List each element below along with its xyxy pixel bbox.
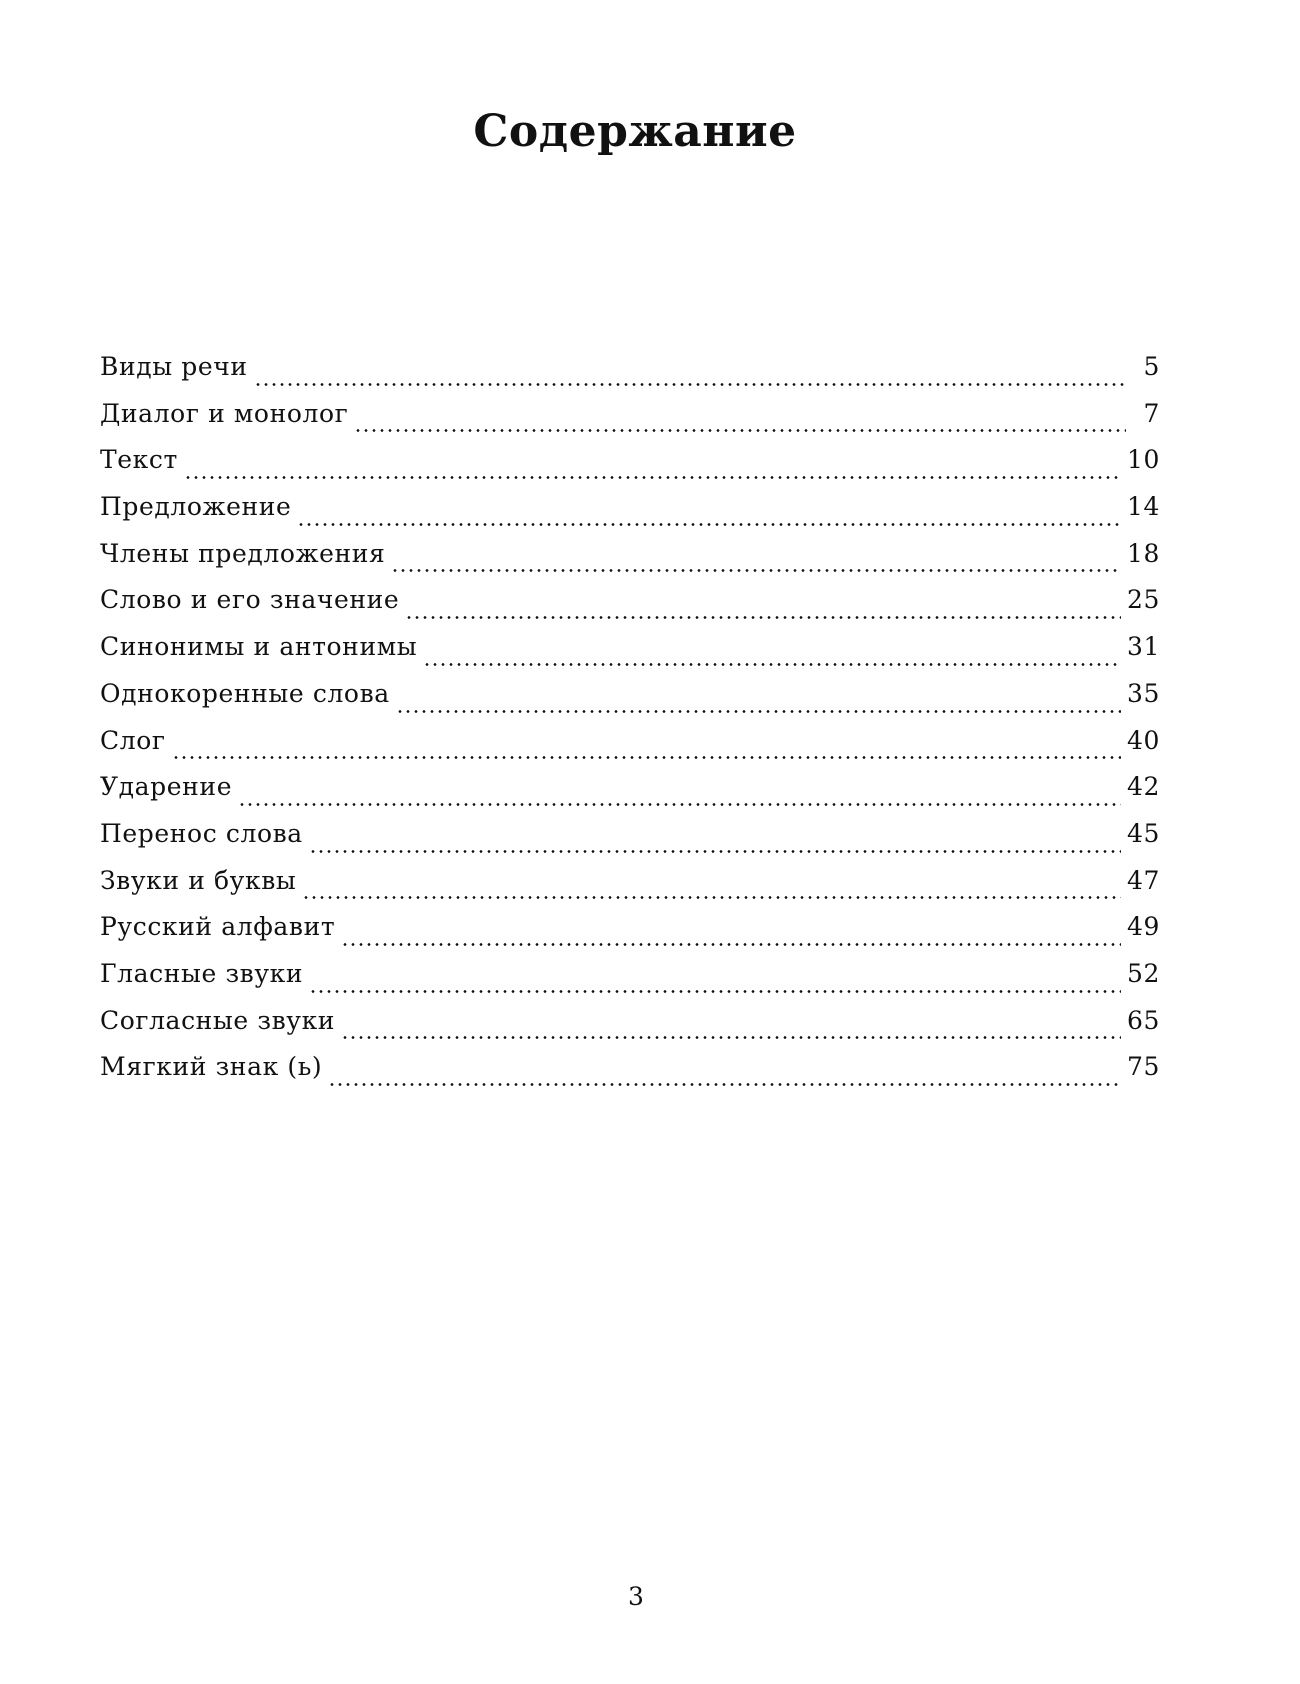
dot-leader (328, 1052, 1121, 1099)
toc-entry-title: Мягкий знак (ь) (100, 1052, 323, 1082)
toc-entry (100, 726, 1160, 773)
toc-entry (100, 445, 1160, 492)
toc-entry (100, 1006, 1160, 1053)
dot-leader (341, 1006, 1121, 1053)
dot-leader (238, 772, 1121, 819)
toc-entry-page: 42 (1126, 772, 1160, 802)
toc-entry-page: 25 (1126, 585, 1160, 615)
toc-entry-title: Диалог и монолог (100, 398, 349, 428)
toc-entry-title: Члены предложения (100, 538, 386, 568)
toc-entry-title: Ударение (100, 772, 233, 802)
toc-entry-page: 5 (1143, 352, 1160, 381)
dot-leader (302, 866, 1121, 913)
toc-entry-page: 65 (1126, 1005, 1160, 1035)
page-title: Содержание (473, 106, 797, 157)
toc-entry-title: Русский алфавит (100, 912, 336, 942)
dot-leader (423, 632, 1121, 679)
toc-entry (100, 959, 1160, 1006)
toc-entry (100, 912, 1160, 959)
toc-entry (100, 399, 1160, 446)
toc-entry-page: 7 (1143, 398, 1160, 428)
toc-entry-page: 40 (1126, 725, 1160, 755)
toc-entry-title: Синонимы и антонимы (100, 632, 418, 662)
dot-leader (354, 399, 1126, 446)
toc-entry-title: Слово и его значение (100, 585, 400, 615)
toc-entry-page: 49 (1126, 912, 1160, 942)
toc-entry-title: Виды речи (100, 352, 248, 381)
dot-leader (396, 679, 1121, 726)
toc-entry-page: 31 (1126, 632, 1160, 662)
toc-entry-title: Согласные звуки (100, 1005, 336, 1035)
toc-entry-page: 14 (1126, 492, 1160, 522)
toc-entry (100, 772, 1160, 819)
dot-leader (309, 959, 1121, 1006)
toc-entry (100, 819, 1160, 866)
toc-entry-page: 35 (1126, 678, 1160, 708)
toc-entry-title: Однокоренные слова (100, 678, 390, 708)
toc-entry (100, 539, 1160, 586)
dot-leader (341, 912, 1121, 959)
toc-entry-title: Слог (100, 725, 166, 755)
dot-leader (297, 492, 1121, 539)
dot-leader (254, 352, 1126, 399)
toc-entry-title: Звуки и буквы (100, 865, 297, 895)
toc-entry-page: 47 (1126, 865, 1160, 895)
toc-entry-title: Гласные звуки (100, 958, 304, 988)
dot-leader (391, 539, 1121, 586)
toc-entry (100, 679, 1160, 726)
dot-leader (309, 819, 1121, 866)
toc-entry-page: 52 (1126, 958, 1160, 988)
dot-leader (405, 585, 1121, 632)
toc-entry-title: Перенос слова (100, 818, 303, 848)
dot-leader (184, 445, 1121, 492)
toc-entry-page: 75 (1126, 1052, 1160, 1082)
dot-leader (172, 726, 1121, 773)
toc-entry (100, 632, 1160, 679)
toc-entry (100, 1052, 1160, 1099)
toc-entry-title: Текст (100, 445, 178, 475)
toc-entry-page: 18 (1126, 538, 1160, 568)
table-of-contents (100, 352, 1160, 1099)
toc-entry-page: 10 (1126, 445, 1160, 475)
toc-entry (100, 585, 1160, 632)
toc-entry (100, 492, 1160, 539)
toc-entry (100, 352, 1160, 399)
toc-entry-title: Предложение (100, 492, 292, 522)
page-number: 3 (628, 1582, 644, 1611)
toc-entry-page: 45 (1126, 818, 1160, 848)
toc-entry (100, 866, 1160, 913)
